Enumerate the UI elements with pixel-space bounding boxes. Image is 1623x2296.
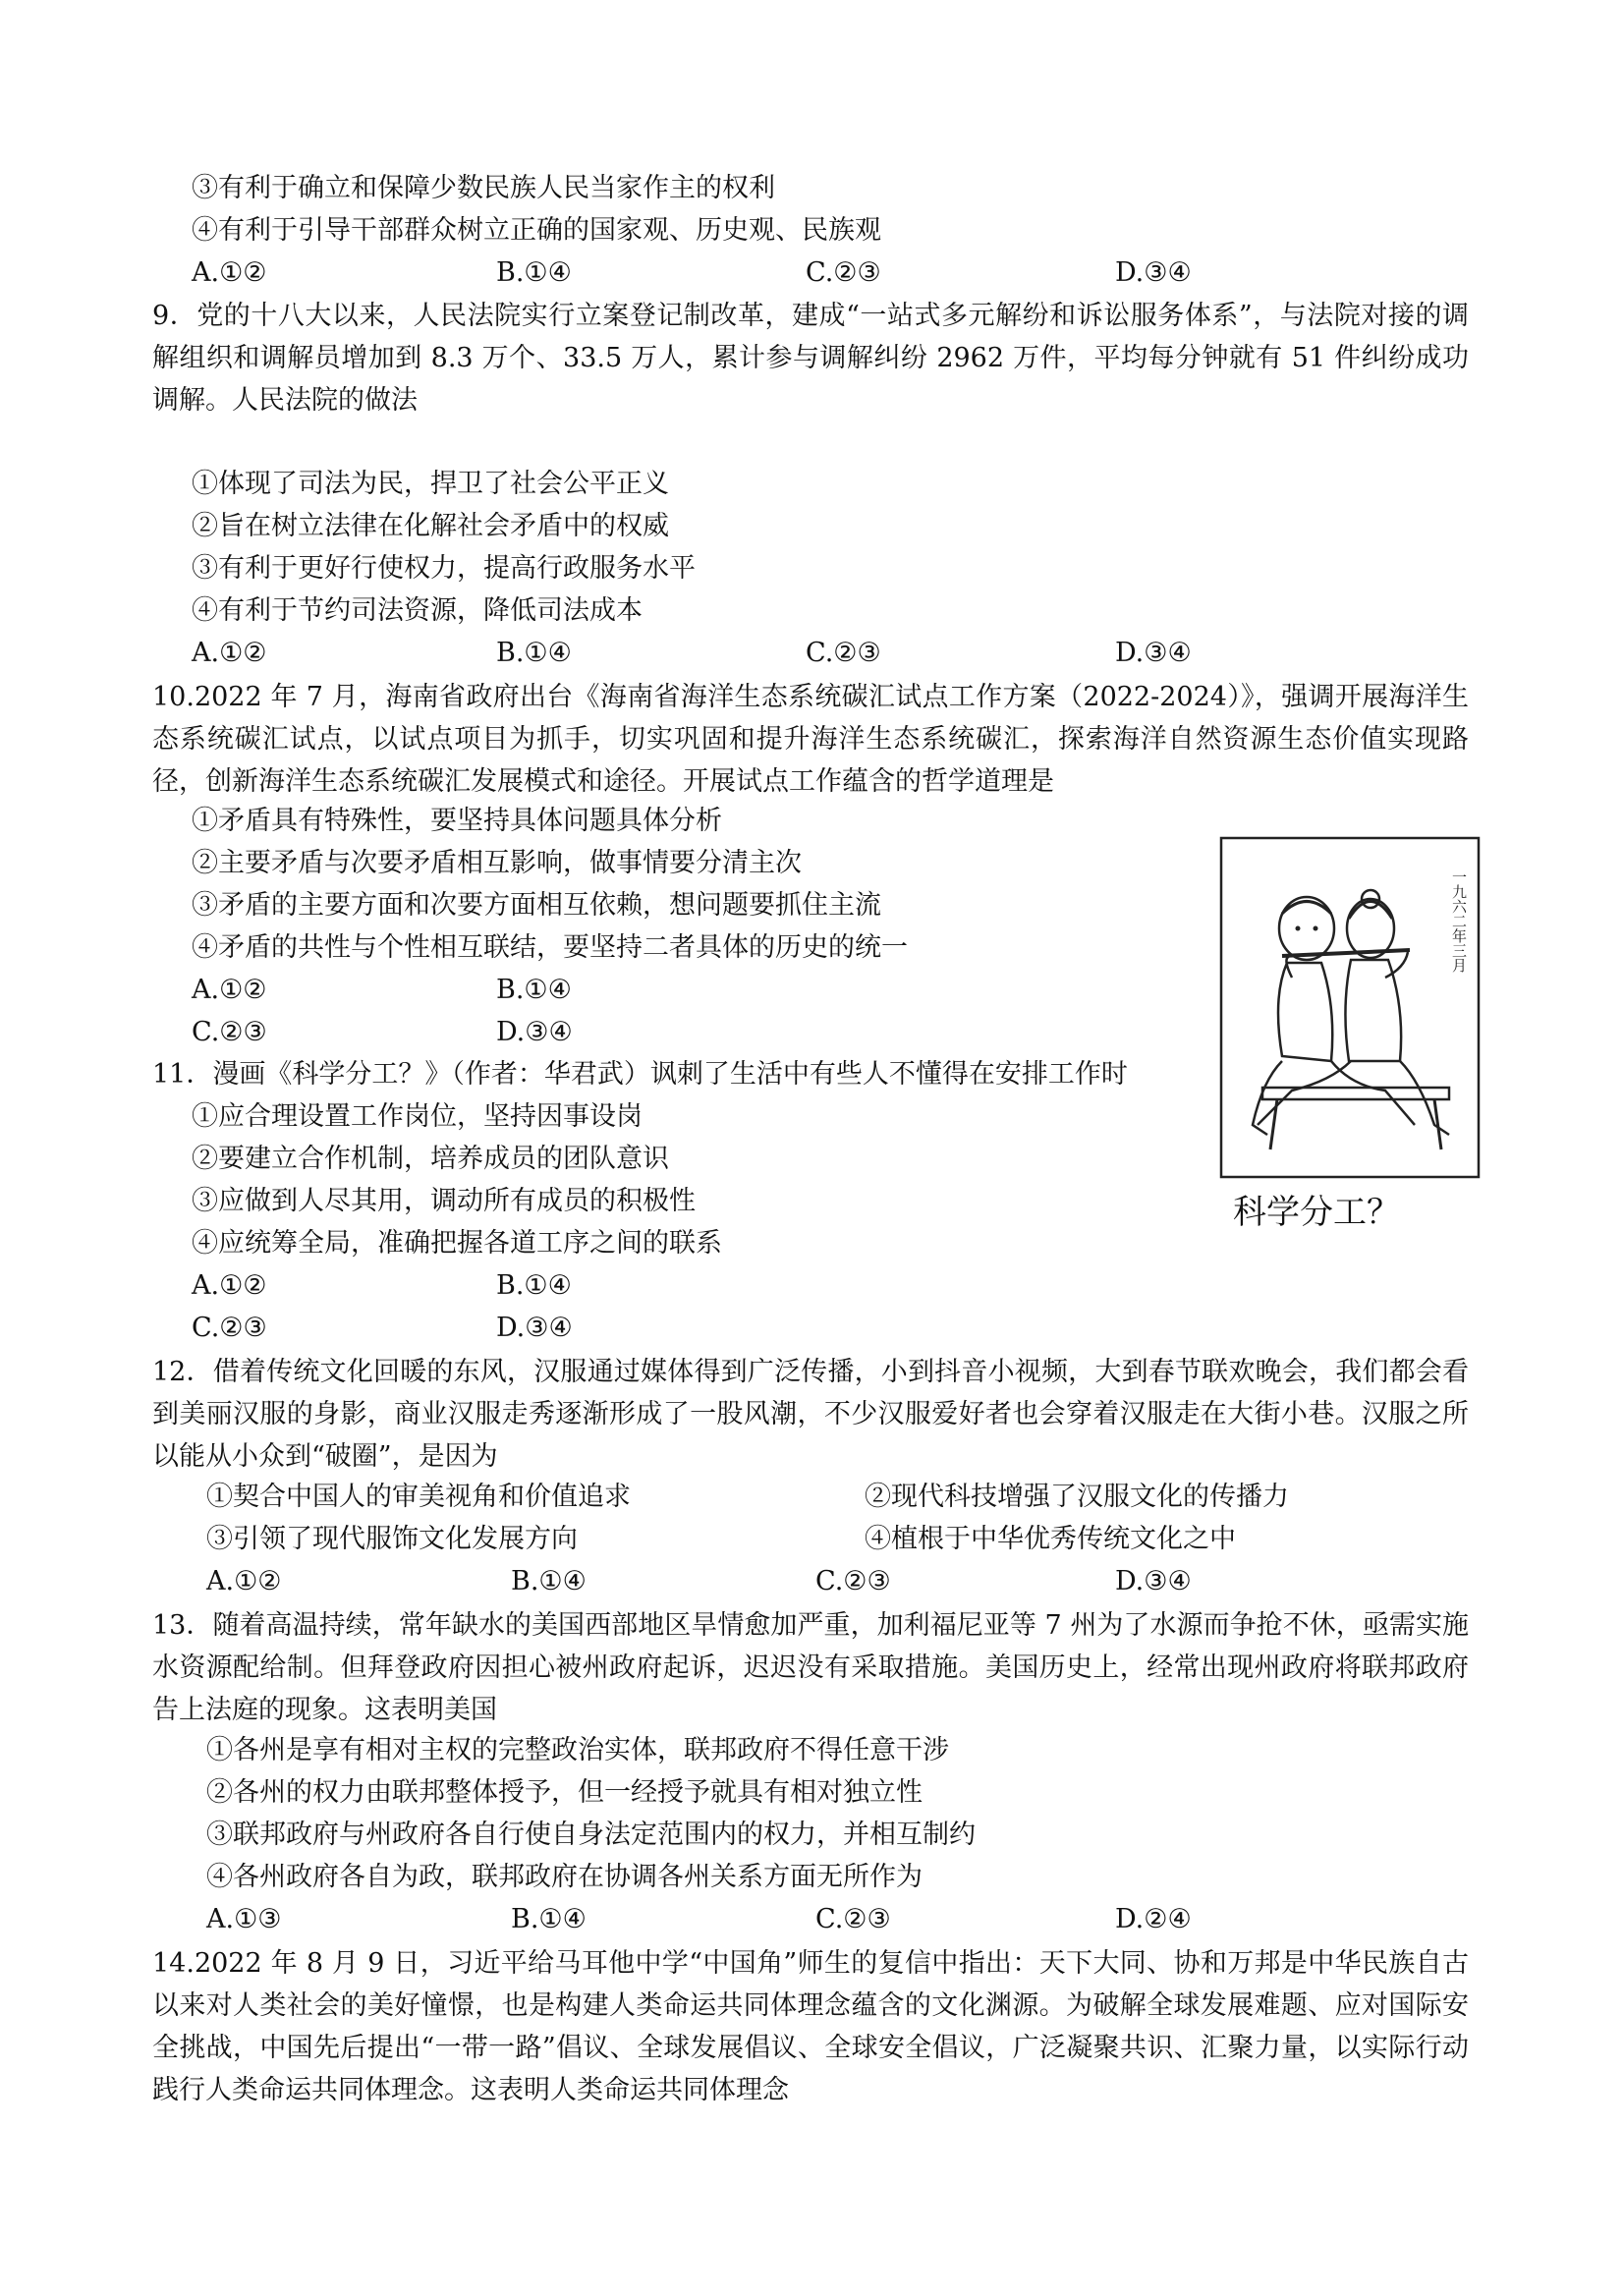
q9-stem: 9．党的十八大以来，人民法院实行立案登记制改革，建成“一站式多元解纷和诉讼服务体系”，与法院对接的调解组织和调解员增加到 8.3 万个、33.5 万人，累计参与调解纠纷 2962 万件，平均每分钟就有 51 件纠纷成功调解。人民法院的做法 [152, 301, 1469, 416]
q10-option-a: A.①② [192, 975, 267, 1005]
q11-option-b: B.①④ [496, 1270, 572, 1301]
q13-stem: 13．随着高温持续，常年缺水的美国西部地区旱情愈加严重，加利福尼亚等 7 州为了水源而争抢不休，亟需实施水资源配给制。但拜登政府因担心被州政府起诉，迟迟没有采取措施。美国历史上，经常出现州政府将联邦政府告上法庭的现象。这表明美国 [152, 1610, 1469, 1725]
q9-option-d: D.③④ [1115, 638, 1192, 668]
q8-option-d: D.③④ [1115, 257, 1192, 288]
q12-item-4: ④植根于中华优秀传统文化之中 [865, 1524, 1236, 1554]
q12-option-c: C.②③ [815, 1566, 891, 1596]
q8-item-4: ④有利于引导干部群众树立正确的国家观、历史观、民族观 [192, 215, 881, 246]
q10-item-3: ③矛盾的主要方面和次要方面相互依赖，想问题要抓住主流 [192, 890, 881, 921]
q11-item-2: ②要建立合作机制，培养成员的团队意识 [192, 1144, 669, 1174]
q9-item-2: ②旨在树立法律在化解社会矛盾中的权威 [192, 511, 669, 541]
q8-item-3: ③有利于确立和保障少数民族人民当家作主的权利 [192, 173, 775, 203]
q13-item-1: ①各州是享有相对主权的完整政治实体，联邦政府不得任意干涉 [206, 1735, 949, 1765]
q10-stem: 10.2022 年 7 月，海南省政府出台《海南省海洋生态系统碳汇试点工作方案（2022-2024）》，强调开展海洋生态系统碳汇试点，以试点项目为抓手，切实巩固和提升海洋生态系统碳汇，探索海洋自然资源生态价值实现路径，创新海洋生态系统碳汇发展模式和途径。开展试点工作蕴含的哲学道理是 [152, 682, 1469, 797]
q12-option-b: B.①④ [511, 1566, 587, 1596]
q10-option-c: C.②③ [192, 1017, 267, 1047]
q13-item-3: ③联邦政府与州政府各自行使自身法定范围内的权力，并相互制约 [206, 1820, 976, 1850]
q13-item-4: ④各州政府各自为政，联邦政府在协调各州关系方面无所作为 [206, 1862, 923, 1892]
q12-option-a: A.①② [206, 1566, 282, 1596]
cartoon-side-text: 一九六二年三月 [1450, 869, 1468, 973]
cartoon-caption: 科学分工？ [1233, 1193, 1400, 1232]
q9-item-4: ④有利于节约司法资源，降低司法成本 [192, 595, 643, 626]
q13-item-2: ②各州的权力由联邦整体授予，但一经授予就具有相对独立性 [206, 1777, 923, 1808]
cartoon-drawing [1213, 830, 1488, 1253]
q8-option-a: A.①② [192, 257, 267, 288]
q11-stem: 11．漫画《科学分工？》（作者：华君武）讽刺了生活中有些人不懂得在安排工作时 [152, 1059, 1128, 1090]
q9-option-a: A.①② [192, 638, 267, 668]
cartoon-figure [1213, 830, 1488, 1253]
q10-option-d: D.③④ [496, 1017, 573, 1047]
q11-option-d: D.③④ [496, 1313, 573, 1343]
q11-item-1: ①应合理设置工作岗位，坚持因事设岗 [192, 1101, 643, 1132]
q9-option-c: C.②③ [806, 638, 881, 668]
q13-option-c: C.②③ [815, 1904, 891, 1934]
q13-option-a: A.①③ [206, 1904, 282, 1934]
q13-option-b: B.①④ [511, 1904, 587, 1934]
q12-item-2: ②现代科技增强了汉服文化的传播力 [865, 1482, 1289, 1512]
q11-option-c: C.②③ [192, 1313, 267, 1343]
q11-option-a: A.①② [192, 1270, 267, 1301]
q11-item-4: ④应统筹全局，准确把握各道工序之间的联系 [192, 1228, 722, 1259]
q8-option-b: B.①④ [496, 257, 572, 288]
q9-item-1: ①体现了司法为民，捍卫了社会公平正义 [192, 469, 669, 499]
q12-item-1: ①契合中国人的审美视角和价值追求 [206, 1482, 631, 1512]
q9-item-3: ③有利于更好行使权力，提高行政服务水平 [192, 553, 696, 584]
q11-item-3: ③应做到人尽其用，调动所有成员的积极性 [192, 1186, 696, 1216]
q12-option-d: D.③④ [1115, 1566, 1192, 1596]
q10-item-2: ②主要矛盾与次要矛盾相互影响，做事情要分清主次 [192, 848, 802, 878]
q13-option-d: D.②④ [1115, 1904, 1192, 1934]
q12-stem: 12．借着传统文化回暖的东风，汉服通过媒体得到广泛传播，小到抖音小视频，大到春节联欢晚会，我们都会看到美丽汉服的身影，商业汉服走秀逐渐形成了一股风潮，不少汉服爱好者也会穿着汉服走在大街小巷。汉服之所以能从小众到“破圈”，是因为 [152, 1357, 1469, 1472]
q10-option-b: B.①④ [496, 975, 572, 1005]
q12-item-3: ③引领了现代服饰文化发展方向 [206, 1524, 578, 1554]
q8-option-c: C.②③ [806, 257, 881, 288]
q9-option-b: B.①④ [496, 638, 572, 668]
q14-stem: 14.2022 年 8 月 9 日，习近平给马耳他中学“中国角”师生的复信中指出：天下大同、协和万邦是中华民族自古以来对人类社会的美好憧憬，也是构建人类命运共同体理念蕴含的文化渊源。为破解全球发展难题、应对国际安全挑战，中国先后提出“一带一路”倡议、全球发展倡议、全球安全倡议，广泛凝聚共识、汇聚力量，以实际行动践行人类命运共同体理念。这表明人类命运共同体理念 [152, 1948, 1469, 2105]
q10-item-4: ④矛盾的共性与个性相互联结，要坚持二者具体的历史的统一 [192, 932, 908, 963]
q10-item-1: ①矛盾具有特殊性，要坚持具体问题具体分析 [192, 806, 722, 836]
